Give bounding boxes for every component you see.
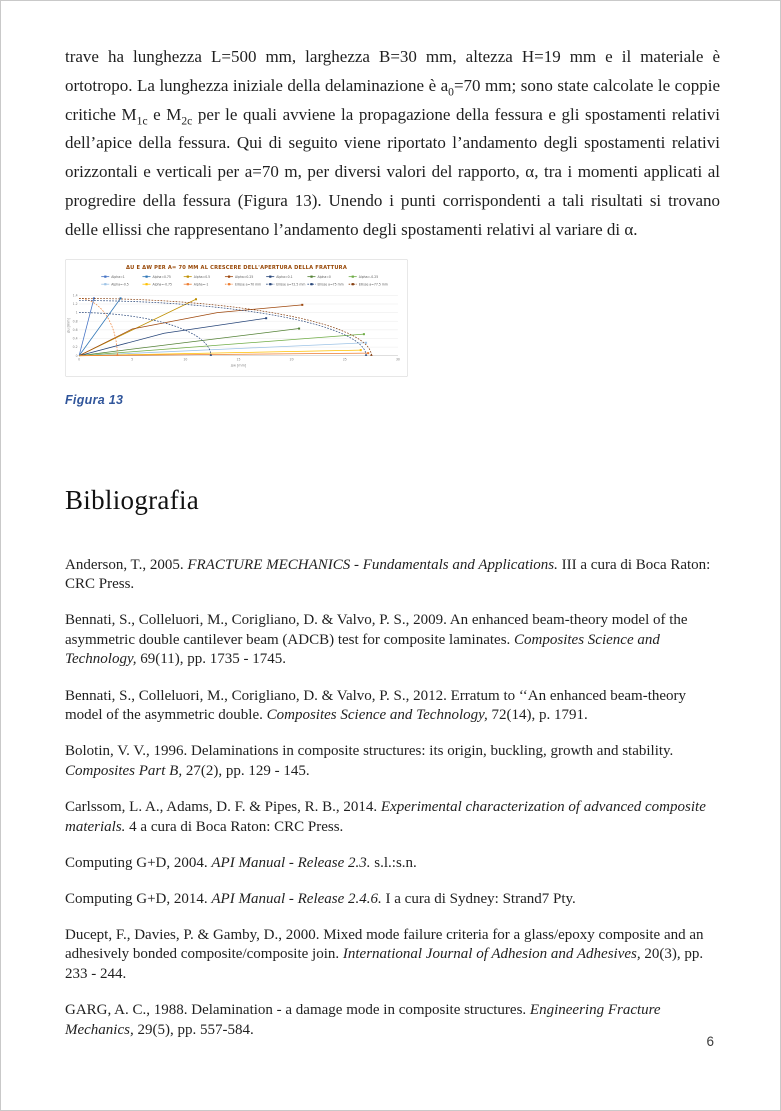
text-segment: Carlssom, L. A., Adams, D. F. & Pipes, R. B., 2014. <box>65 798 381 815</box>
legend-label: Alpha=0.25 <box>234 274 254 279</box>
text-segment: 69(11), pp. 1735 - 1745. <box>136 651 286 668</box>
legend-marker <box>145 283 147 285</box>
legend-marker <box>187 275 189 277</box>
legend-marker <box>310 275 312 277</box>
text-segment: API Manual - Release 2.3. <box>211 854 371 871</box>
legend-marker <box>145 275 147 277</box>
series-end-marker <box>301 303 303 305</box>
bibliography-entry <box>65 556 720 595</box>
text-segment: 72(14), p. 1791. <box>487 707 588 724</box>
text-segment: =70 mm; sono state calcolate le coppie critiche M <box>65 75 720 124</box>
text-segment: Anderson, T., 2005. <box>65 556 188 573</box>
bibliography-entry <box>65 926 720 985</box>
text-segment: Composites Science and Technology, <box>65 631 660 668</box>
legend-label: Alpha=-1 <box>193 281 209 286</box>
figure-caption: Figura 13 <box>65 392 124 407</box>
bibliography-entry <box>65 1001 720 1040</box>
bibliography-entry <box>65 687 720 726</box>
figure-13 <box>65 259 408 377</box>
x-tick-label: 15 <box>236 357 241 362</box>
text-segment: Composites Part B, <box>65 762 183 779</box>
text-segment: III a cura di Boca Raton: CRC Press. <box>65 556 711 593</box>
legend-label: Alpha=0.75 <box>152 274 171 279</box>
text-segment: Composites Science and Technology, <box>266 707 488 724</box>
figure-13-chart <box>65 259 408 377</box>
x-tick-label: 20 <box>289 357 294 362</box>
series-end-marker <box>195 298 197 300</box>
intro-paragraph <box>65 43 720 245</box>
text-segment: International Journal of Adhesion and Adhesives, <box>342 946 641 963</box>
series-end-marker <box>265 317 267 319</box>
text-segment: Engineering Fracture Mechanics, <box>65 1002 661 1038</box>
series-end-marker <box>298 327 300 329</box>
page-number: 6 <box>706 1034 714 1049</box>
legend-label: Alpha=-0.75 <box>152 281 173 286</box>
text-segment: 27(2), pp. 129 - 145. <box>182 762 310 779</box>
text-segment: Experimental characterization of advanced composite materials. <box>65 798 706 835</box>
legend-marker <box>104 283 106 285</box>
text-segment: e M <box>147 104 182 124</box>
legend-marker <box>228 283 230 285</box>
legend-label: Alpha=0.5 <box>193 274 211 279</box>
x-tick-label: 10 <box>183 357 188 362</box>
text-segment: 2c <box>181 113 193 127</box>
text-segment: API Manual - Release 2.4.6. <box>211 890 382 907</box>
x-tick-label: 30 <box>395 357 400 362</box>
text-segment: Computing G+D, 2004. <box>65 854 212 871</box>
y-tick-label: 0 <box>75 353 78 358</box>
legend-label: Alpha=-0.5 <box>111 281 129 286</box>
bibliography-entry <box>65 742 720 781</box>
legend-label: Alpha=0.1 <box>276 274 293 279</box>
legend-marker <box>269 283 271 285</box>
text-segment: Ducept, F., Davies, P. & Gamby, D., 2000. Mixed mode failure criteria for a glass/epoxy composite and an adhesively bonded composite/composite join. <box>65 926 704 963</box>
text-segment: s.l.:s.n. <box>370 854 417 871</box>
text-segment: trave ha lunghezza L=500 mm, larghezza B=30 mm, altezza H=19 mm e il materiale è ortotropo. La lunghezza iniziale della delaminazione è a <box>65 47 720 95</box>
legend-marker <box>228 275 230 277</box>
text-segment: FRACTURE MECHANICS - Fundamentals and Applications. <box>187 556 558 573</box>
legend-marker <box>187 283 189 285</box>
y-tick-label: 0.6 <box>72 327 78 332</box>
legend-marker <box>352 275 354 277</box>
text-segment: Bennati, S., Colleluori, M., Corigliano, D. & Valvo, P. S., 2009. An enhanced beam-theory model of the asymmetric double cantilever beam (ADCB) test for composite laminates. <box>65 612 688 648</box>
y-tick-label: 0.8 <box>72 318 78 323</box>
chart-title: ΔU E ΔW PER A= 70 MM AL CRESCERE DELL'APERTURA DELLA FRATTURA <box>126 264 347 271</box>
legend-marker <box>310 283 312 285</box>
text-segment: 29(5), pp. 557-584. <box>133 1021 254 1038</box>
series-end-marker <box>367 352 369 354</box>
text-segment: Bolotin, V. V., 1996. Delaminations in composite structures: its origin, buckling, growth and stability. <box>65 743 674 760</box>
bibliography-entry <box>65 611 720 670</box>
text-segment: Bennati, S., Colleluori, M., Corigliano, D. & Valvo, P. S., 2012. Erratum to ‘‘An enhanced beam-theory model of the asymmetric double. <box>65 687 687 724</box>
y-tick-label: 1.2 <box>72 301 78 306</box>
legend-label: Ellisse a=75 mm <box>317 281 344 286</box>
y-axis-label: Δu [mm] <box>66 317 71 333</box>
text-segment: 0 <box>448 85 454 99</box>
legend-label: Ellisse a=70 mm <box>234 281 262 286</box>
series-end-marker <box>360 349 362 351</box>
y-tick-label: 1 <box>75 310 78 315</box>
bibliography-list <box>65 556 720 1041</box>
y-tick-label: 0.4 <box>72 336 78 341</box>
bibliography-entry <box>65 798 720 837</box>
text-segment: 4 a cura di Boca Raton: CRC Press. <box>125 818 344 835</box>
text-segment: per le quali avviene la propagazione della fessura e gli spostamenti relativi dell’apice della fessura. Qui di seguito viene riportato l’andamento degli spostamenti relativi orizzontali e verticali per a=70 m, per diversi valori del rapporto, α, tra i momenti applicati al progredire della fessura (Figura 13). Unendo i punti corrispondenti a tali risultati si trovano delle ellissi che rappresentano l’andamento degli spostamenti relativi al variare di α. <box>65 104 720 239</box>
y-tick-label: 1.4 <box>72 293 78 298</box>
bibliography-heading: Bibliografia <box>65 484 200 515</box>
text-segment: I a cura di Sydney: Strand7 Pty. <box>381 890 576 907</box>
legend-label: Alpha=-0.25 <box>358 274 379 279</box>
legend-label: Ellisse a=77.5 mm <box>358 281 388 286</box>
series-end-marker <box>363 333 365 335</box>
text-segment: 20(3), pp. 233 - 244. <box>65 946 704 982</box>
x-tick-label: 0 <box>78 357 81 362</box>
legend-marker <box>352 283 354 285</box>
text-segment: 1c <box>136 113 148 127</box>
x-axis-label: Δw [mm] <box>230 362 247 367</box>
legend-marker <box>104 275 106 277</box>
bibliography-entry <box>65 854 720 874</box>
legend-label: Ellisse a=72.5 mm <box>276 281 306 286</box>
series-end-marker <box>365 341 367 343</box>
text-segment: GARG, A. C., 1988. Delamination - a damage mode in composite structures. <box>65 1002 530 1019</box>
y-tick-label: 0.2 <box>72 344 78 349</box>
text-segment: Computing G+D, 2014. <box>65 890 212 907</box>
bibliography-entry <box>65 890 720 910</box>
legend-label: Alpha=0 <box>317 274 331 279</box>
legend-label: Alpha=1 <box>111 274 125 279</box>
x-tick-label: 5 <box>131 357 134 362</box>
x-tick-label: 25 <box>342 357 347 362</box>
legend-marker <box>269 275 271 277</box>
page-content <box>1 1 780 1040</box>
